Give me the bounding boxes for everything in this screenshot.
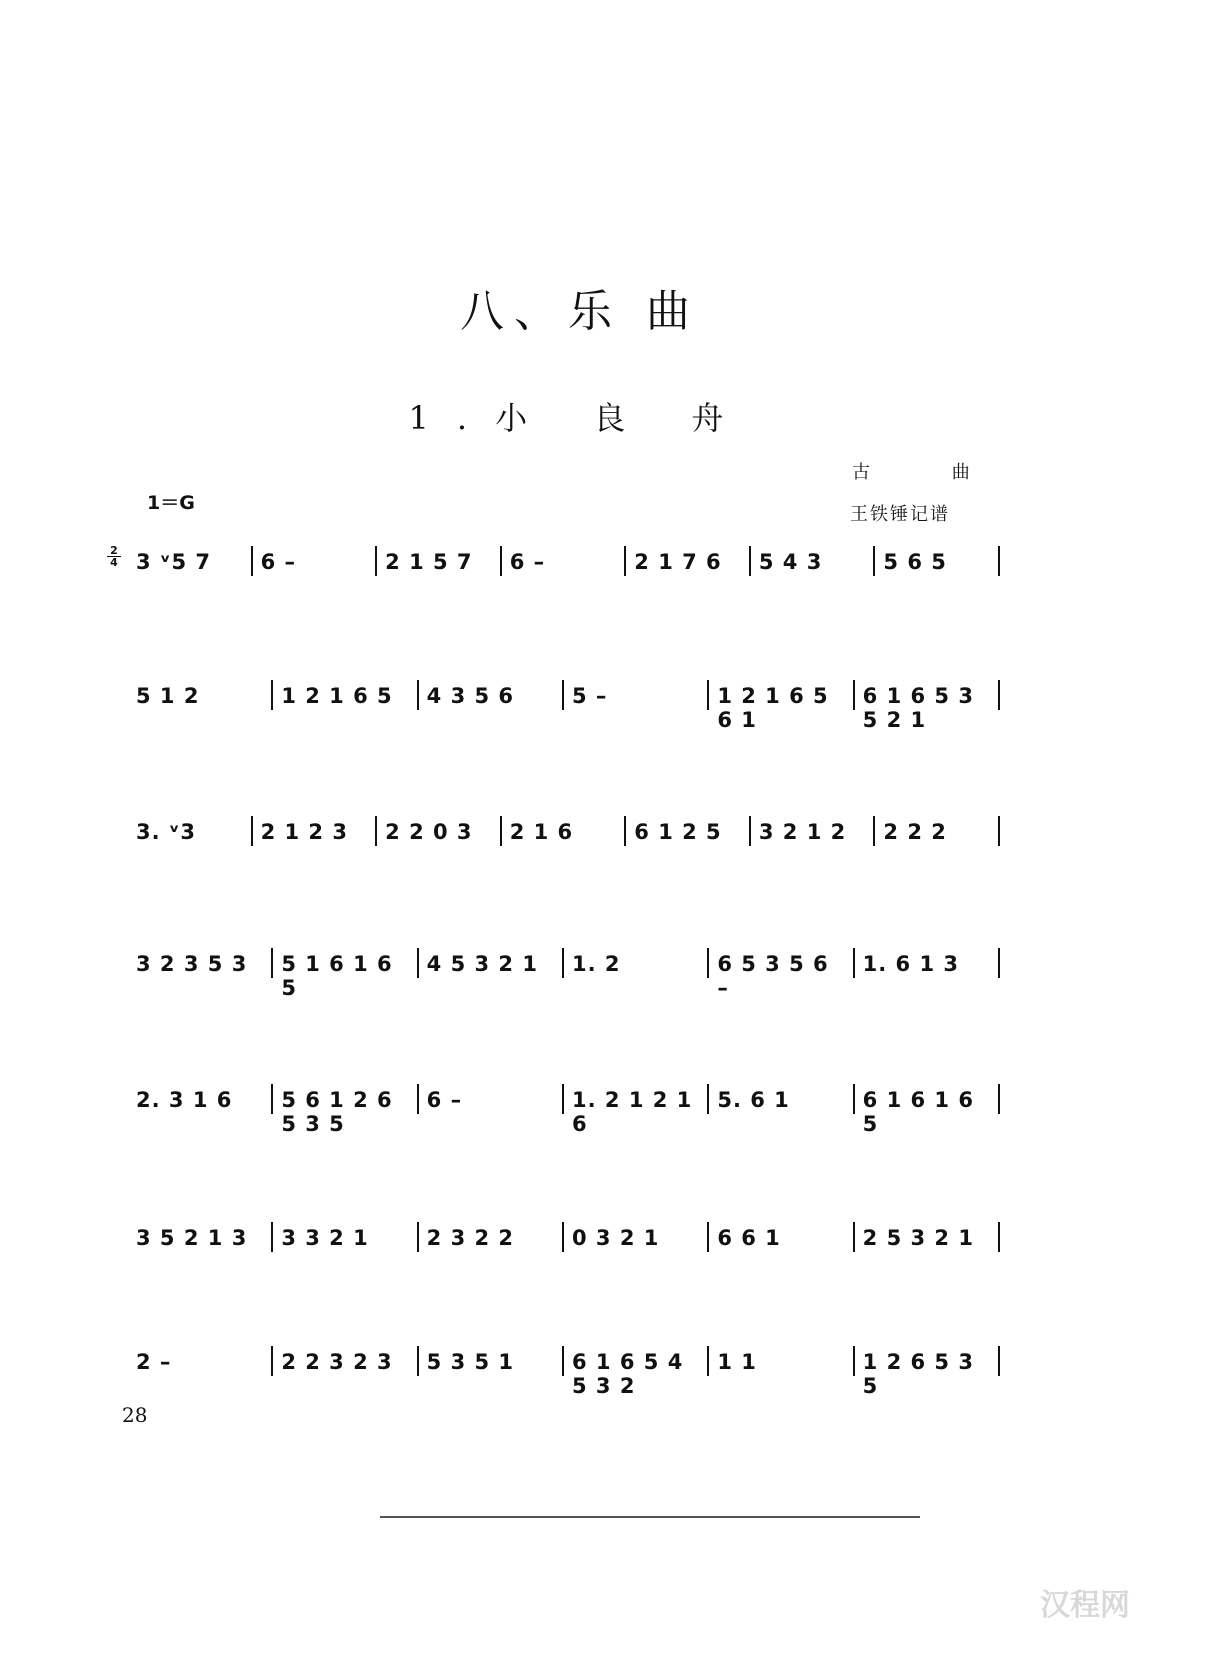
bar-line [271, 1346, 273, 1376]
measure: 5 3 5 1 [426, 1350, 515, 1374]
measure: 1 2 1 6 5 6 1 [717, 684, 829, 732]
measure: 2 1 2 3 [260, 820, 348, 844]
bar-line [998, 680, 1000, 710]
time-signature-bottom: 4 [107, 556, 121, 568]
bar-line [998, 816, 1000, 846]
bar-line [998, 1084, 1000, 1114]
measure: 5 1 6 1 6 5 [281, 952, 393, 1000]
measure: 2 3 2 2 [426, 1226, 515, 1250]
measure: 4 5 3 2 1 [426, 952, 538, 976]
bar-line [707, 1346, 709, 1376]
measure: 1 1 [717, 1350, 757, 1374]
measure: 1. 6 1 3 [862, 952, 960, 976]
bar-line [417, 1222, 419, 1252]
measure: 3. ᵛ3 [136, 820, 197, 844]
bottom-rule [380, 1516, 920, 1518]
measure: 3 3 2 1 [281, 1226, 369, 1250]
measure: 2 2 0 3 [385, 820, 473, 844]
bar-line [707, 1222, 709, 1252]
measure: 2 1 5 7 [385, 550, 473, 574]
measure: 5 – [572, 684, 608, 708]
measure: 6 6 1 [717, 1226, 781, 1250]
bar-line [271, 1084, 273, 1114]
bar-line [998, 546, 1000, 576]
measure: 1. 2 [572, 952, 621, 976]
bar-line [562, 1346, 564, 1376]
measure: 6 1 6 5 4 5 3 2 [572, 1350, 684, 1398]
bar-line [624, 546, 626, 576]
key-signature: 1＝G [147, 492, 195, 514]
bar-line [271, 680, 273, 710]
bar-line [500, 546, 502, 576]
measure: 2 1 7 6 [634, 550, 722, 574]
measure: 5 4 3 [758, 550, 823, 574]
measure: 6 – [509, 550, 546, 574]
bar-line [707, 948, 709, 978]
measure: 3 2 1 2 [758, 820, 847, 844]
measure: 6 – [260, 550, 296, 574]
bar-line [417, 680, 419, 710]
bar-line [853, 948, 855, 978]
measure: 2 2 3 2 3 [281, 1350, 393, 1374]
measure: 2 1 6 [509, 820, 574, 844]
bar-line [749, 546, 751, 576]
bar-line [500, 816, 502, 846]
bar-line [271, 948, 273, 978]
bar-line [417, 1084, 419, 1114]
bar-line [375, 546, 377, 576]
bar-line [562, 1222, 564, 1252]
bar-line [873, 546, 875, 576]
bar-line [853, 680, 855, 710]
bar-line [998, 1222, 1000, 1252]
measure: 4 3 5 6 [426, 684, 515, 708]
bar-line [707, 1084, 709, 1114]
measure: 6 – [426, 1088, 463, 1112]
bar-line [749, 816, 751, 846]
measure: 5. 6 1 [717, 1088, 790, 1112]
measure: 3 2 3 5 3 [136, 952, 248, 976]
bar-line [624, 816, 626, 846]
measure: 6 1 6 5 3 5 2 1 [862, 684, 974, 732]
measure: 2 5 3 2 1 [862, 1226, 974, 1250]
measure: 0 3 2 1 [572, 1226, 660, 1250]
measure: 1. 2 1 2 1 6 [572, 1088, 693, 1136]
measure: 3 ᵛ5 7 [136, 550, 211, 574]
bar-line [375, 816, 377, 846]
page-number: 28 [122, 1403, 148, 1427]
measure: 6 1 2 5 [634, 820, 722, 844]
origin-label: 古 曲 [852, 462, 1008, 483]
chapter-title: 八、乐 曲 [460, 286, 700, 337]
measure: 6 1 6 1 6 5 [862, 1088, 974, 1136]
measure: 1 2 1 6 5 [281, 684, 393, 708]
measure: 2. 3 1 6 [136, 1088, 233, 1112]
bar-line [562, 948, 564, 978]
bar-line [853, 1222, 855, 1252]
measure: 1 2 6 5 3 5 [862, 1350, 974, 1398]
bar-line [251, 546, 253, 576]
measure: 2 – [136, 1350, 172, 1374]
bar-line [271, 1222, 273, 1252]
watermark: 汉程网 [1040, 1588, 1130, 1623]
bar-line [853, 1084, 855, 1114]
song-title: 1.小 良 舟 [408, 399, 752, 437]
measure: 2 2 2 [883, 820, 947, 844]
measure: 3 5 2 1 3 [136, 1226, 248, 1250]
bar-line [562, 1084, 564, 1114]
time-signature-top: 2 [110, 544, 118, 557]
measure: 6 5 3 5 6 – [717, 952, 829, 1000]
bar-line [562, 680, 564, 710]
bar-line [417, 948, 419, 978]
bar-line [998, 1346, 1000, 1376]
transcriber-label: 王铁锤记谱 [850, 504, 950, 525]
measure: 5 6 5 [883, 550, 947, 574]
bar-line [417, 1346, 419, 1376]
measure: 5 6 1 2 6 5 3 5 [281, 1088, 393, 1136]
bar-line [853, 1346, 855, 1376]
measure: 5 1 2 [136, 684, 200, 708]
time-signature [107, 545, 121, 568]
bar-line [873, 816, 875, 846]
bar-line [251, 816, 253, 846]
bar-line [707, 680, 709, 710]
bar-line [998, 948, 1000, 978]
